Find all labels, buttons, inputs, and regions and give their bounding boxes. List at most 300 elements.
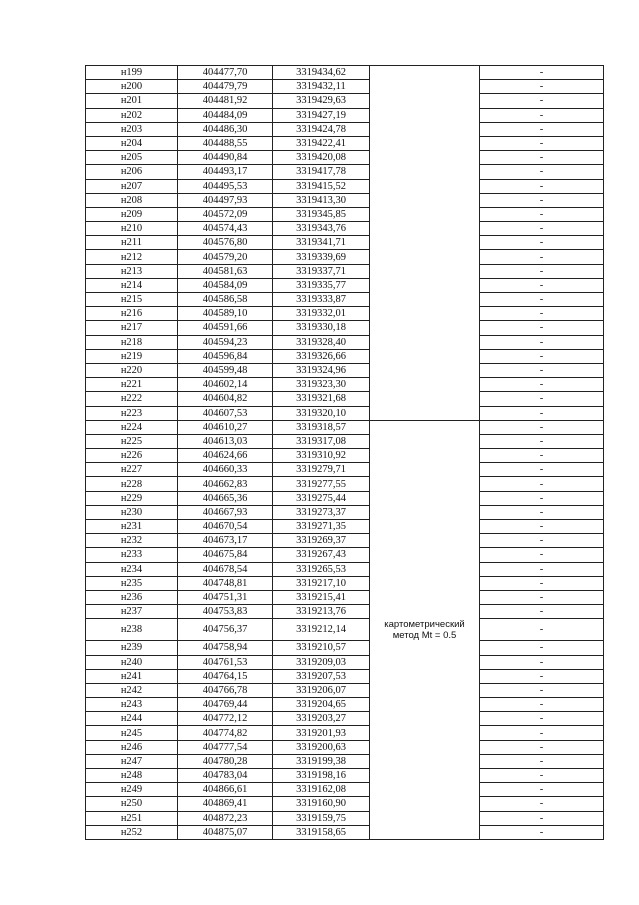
y-coordinate-cell: 3319328,40 [273,335,370,349]
y-coordinate-cell: 3319326,66 [273,349,370,363]
point-id-cell: н243 [86,698,178,712]
method-label-line1: картометрический [384,618,465,630]
dash-cell: - [480,349,604,363]
method-cell [370,477,480,491]
y-coordinate-cell: 3319265,53 [273,562,370,576]
x-coordinate-cell: 404665,36 [178,491,273,505]
dash-cell: - [480,769,604,783]
table-row [86,293,604,307]
point-id-cell: н214 [86,278,178,292]
table-row [86,825,604,839]
dash-cell: - [480,66,604,80]
dash-cell: - [480,641,604,655]
x-coordinate-cell: 404596,84 [178,349,273,363]
y-coordinate-cell: 3319320,10 [273,406,370,420]
x-coordinate-cell: 404591,66 [178,321,273,335]
y-coordinate-cell: 3319318,57 [273,420,370,434]
y-coordinate-cell: 3319341,71 [273,236,370,250]
point-id-cell: н210 [86,222,178,236]
x-coordinate-cell: 404572,09 [178,207,273,221]
dash-cell: - [480,165,604,179]
point-id-cell: н231 [86,520,178,534]
x-coordinate-cell: 404495,53 [178,179,273,193]
point-id-cell: н239 [86,641,178,655]
y-coordinate-cell: 3319415,52 [273,179,370,193]
y-coordinate-cell: 3319420,08 [273,151,370,165]
table-row [86,811,604,825]
table-row [86,321,604,335]
y-coordinate-cell: 3319213,76 [273,605,370,619]
method-cell [370,726,480,740]
x-coordinate-cell: 404751,31 [178,590,273,604]
dash-cell: - [480,434,604,448]
table-row [86,165,604,179]
dash-cell: - [480,179,604,193]
dash-cell: - [480,534,604,548]
point-id-cell: н215 [86,293,178,307]
point-id-cell: н250 [86,797,178,811]
x-coordinate-cell: 404589,10 [178,307,273,321]
x-coordinate-cell: 404579,20 [178,250,273,264]
dash-cell: - [480,740,604,754]
x-coordinate-cell: 404481,92 [178,94,273,108]
x-coordinate-cell: 404581,63 [178,264,273,278]
y-coordinate-cell: 3319160,90 [273,797,370,811]
dash-cell: - [480,406,604,420]
method-cell [370,605,480,619]
x-coordinate-cell: 404584,09 [178,278,273,292]
dash-cell: - [480,520,604,534]
x-coordinate-cell: 404761,53 [178,655,273,669]
table-row [86,683,604,697]
y-coordinate-cell: 3319209,03 [273,655,370,669]
x-coordinate-cell: 404774,82 [178,726,273,740]
point-id-cell: н206 [86,165,178,179]
point-id-cell: н232 [86,534,178,548]
method-cell [370,669,480,683]
x-coordinate-cell: 404484,09 [178,108,273,122]
dash-cell: - [480,449,604,463]
point-id-cell: н216 [86,307,178,321]
x-coordinate-cell: 404673,17 [178,534,273,548]
point-id-cell: н237 [86,605,178,619]
method-cell [370,207,480,221]
point-id-cell: н241 [86,669,178,683]
method-cell [370,264,480,278]
y-coordinate-cell: 3319310,92 [273,449,370,463]
x-coordinate-cell: 404753,83 [178,605,273,619]
method-cell [370,449,480,463]
dash-cell: - [480,378,604,392]
method-cell [370,406,480,420]
y-coordinate-cell: 3319217,10 [273,576,370,590]
table-row [86,222,604,236]
point-id-cell: н218 [86,335,178,349]
method-cell [370,641,480,655]
x-coordinate-cell: 404772,12 [178,712,273,726]
y-coordinate-cell: 3319271,35 [273,520,370,534]
y-coordinate-cell: 3319203,27 [273,712,370,726]
y-coordinate-cell: 3319427,19 [273,108,370,122]
dash-cell: - [480,619,604,641]
x-coordinate-cell: 404875,07 [178,825,273,839]
table-row [86,250,604,264]
dash-cell: - [480,562,604,576]
table-row [86,562,604,576]
point-id-cell: н242 [86,683,178,697]
method-cell [370,222,480,236]
x-coordinate-cell: 404493,17 [178,165,273,179]
point-id-cell: н246 [86,740,178,754]
method-cell [370,307,480,321]
x-coordinate-cell: 404624,66 [178,449,273,463]
point-id-cell: н235 [86,576,178,590]
point-id-cell: н207 [86,179,178,193]
y-coordinate-cell: 3319413,30 [273,193,370,207]
x-coordinate-cell: 404662,83 [178,477,273,491]
dash-cell: - [480,605,604,619]
x-coordinate-cell: 404758,94 [178,641,273,655]
method-cell [370,122,480,136]
x-coordinate-cell: 404599,48 [178,363,273,377]
dash-cell: - [480,797,604,811]
table-row [86,363,604,377]
x-coordinate-cell: 404497,93 [178,193,273,207]
x-coordinate-cell: 404586,58 [178,293,273,307]
dash-cell: - [480,669,604,683]
table-row [86,590,604,604]
table-row [86,179,604,193]
dash-cell: - [480,477,604,491]
table-row [86,641,604,655]
point-id-cell: н234 [86,562,178,576]
y-coordinate-cell: 3319210,57 [273,641,370,655]
dash-cell: - [480,122,604,136]
method-cell [370,108,480,122]
method-cell [370,740,480,754]
x-coordinate-cell: 404675,84 [178,548,273,562]
y-coordinate-cell: 3319335,77 [273,278,370,292]
table-row [86,122,604,136]
y-coordinate-cell: 3319321,68 [273,392,370,406]
y-coordinate-cell: 3319422,41 [273,136,370,150]
x-coordinate-cell: 404766,78 [178,683,273,697]
dash-cell: - [480,576,604,590]
point-id-cell: н201 [86,94,178,108]
y-coordinate-cell: 3319330,18 [273,321,370,335]
table-row [86,520,604,534]
method-cell [370,754,480,768]
method-cell [370,712,480,726]
point-id-cell: н205 [86,151,178,165]
table-row [86,434,604,448]
point-id-cell: н248 [86,769,178,783]
table-row [86,783,604,797]
y-coordinate-cell: 3319269,37 [273,534,370,548]
method-cell [370,590,480,604]
point-id-cell: н209 [86,207,178,221]
table-row [86,797,604,811]
point-id-cell: н204 [86,136,178,150]
point-id-cell: н226 [86,449,178,463]
table-row [86,80,604,94]
point-id-cell: н219 [86,349,178,363]
y-coordinate-cell: 3319198,16 [273,769,370,783]
x-coordinate-cell: 404777,54 [178,740,273,754]
x-coordinate-cell: 404594,23 [178,335,273,349]
table-row [86,278,604,292]
x-coordinate-cell: 404667,93 [178,505,273,519]
y-coordinate-cell: 3319275,44 [273,491,370,505]
dash-cell: - [480,236,604,250]
method-cell [370,698,480,712]
table-row [86,406,604,420]
y-coordinate-cell: 3319337,71 [273,264,370,278]
dash-cell: - [480,811,604,825]
table-row [86,349,604,363]
dash-cell: - [480,698,604,712]
table-row [86,491,604,505]
method-cell [370,80,480,94]
x-coordinate-cell: 404486,30 [178,122,273,136]
x-coordinate-cell: 404613,03 [178,434,273,448]
y-coordinate-cell: 3319317,08 [273,434,370,448]
x-coordinate-cell: 404769,44 [178,698,273,712]
point-id-cell: н212 [86,250,178,264]
dash-cell: - [480,264,604,278]
point-id-cell: н227 [86,463,178,477]
table-row [86,477,604,491]
table-row [86,151,604,165]
method-cell [370,811,480,825]
dash-cell: - [480,80,604,94]
point-id-cell: н224 [86,420,178,434]
method-cell [370,548,480,562]
dash-cell: - [480,222,604,236]
table-row [86,655,604,669]
method-cell [370,349,480,363]
method-cell [370,335,480,349]
table-row [86,449,604,463]
point-id-cell: н236 [86,590,178,604]
y-coordinate-cell: 3319215,41 [273,590,370,604]
y-coordinate-cell: 3319158,65 [273,825,370,839]
method-cell [370,505,480,519]
table-row [86,740,604,754]
y-coordinate-cell: 3319204,65 [273,698,370,712]
method-cell [370,576,480,590]
y-coordinate-cell: 3319434,62 [273,66,370,80]
y-coordinate-cell: 3319200,63 [273,740,370,754]
method-cell [370,520,480,534]
x-coordinate-cell: 404866,61 [178,783,273,797]
table-row [86,207,604,221]
x-coordinate-cell: 404607,53 [178,406,273,420]
table-row [86,193,604,207]
method-cell [370,420,480,434]
table-row [86,548,604,562]
dash-cell: - [480,491,604,505]
table-row [86,335,604,349]
y-coordinate-cell: 3319279,71 [273,463,370,477]
method-cell [370,392,480,406]
table-row [86,136,604,150]
x-coordinate-cell: 404660,33 [178,463,273,477]
point-id-cell: н208 [86,193,178,207]
y-coordinate-cell: 3319324,96 [273,363,370,377]
method-cell [370,250,480,264]
method-cell [370,278,480,292]
y-coordinate-cell: 3319429,63 [273,94,370,108]
method-cell [370,825,480,839]
point-id-cell: н249 [86,783,178,797]
y-coordinate-cell: 3319345,85 [273,207,370,221]
dash-cell: - [480,307,604,321]
x-coordinate-cell: 404576,80 [178,236,273,250]
dash-cell: - [480,548,604,562]
x-coordinate-cell: 404488,55 [178,136,273,150]
x-coordinate-cell: 404756,37 [178,619,273,641]
dash-cell: - [480,420,604,434]
method-cell [370,94,480,108]
method-cell [370,797,480,811]
method-cell [370,293,480,307]
x-coordinate-cell: 404869,41 [178,797,273,811]
method-cell [370,619,480,641]
dash-cell: - [480,363,604,377]
dash-cell: - [480,335,604,349]
x-coordinate-cell: 404678,54 [178,562,273,576]
table-row [86,769,604,783]
dash-cell: - [480,726,604,740]
table-row [86,576,604,590]
method-cell [370,236,480,250]
table-row [86,605,604,619]
y-coordinate-cell: 3319199,38 [273,754,370,768]
table-row [86,66,604,80]
point-id-cell: н229 [86,491,178,505]
point-id-cell: н203 [86,122,178,136]
dash-cell: - [480,94,604,108]
dash-cell: - [480,278,604,292]
point-id-cell: н211 [86,236,178,250]
y-coordinate-cell: 3319207,53 [273,669,370,683]
dash-cell: - [480,151,604,165]
point-id-cell: н244 [86,712,178,726]
point-id-cell: н245 [86,726,178,740]
method-cell [370,378,480,392]
method-cell [370,783,480,797]
method-cell [370,655,480,669]
dash-cell: - [480,825,604,839]
y-coordinate-cell: 3319432,11 [273,80,370,94]
y-coordinate-cell: 3319201,93 [273,726,370,740]
dash-cell: - [480,683,604,697]
method-cell [370,434,480,448]
dash-cell: - [480,250,604,264]
x-coordinate-cell: 404872,23 [178,811,273,825]
coordinates-table-sheet [85,65,604,840]
x-coordinate-cell: 404748,81 [178,576,273,590]
y-coordinate-cell: 3319332,01 [273,307,370,321]
dash-cell: - [480,293,604,307]
y-coordinate-cell: 3319333,87 [273,293,370,307]
dash-cell: - [480,207,604,221]
x-coordinate-cell: 404602,14 [178,378,273,392]
dash-cell: - [480,463,604,477]
y-coordinate-cell: 3319159,75 [273,811,370,825]
dash-cell: - [480,321,604,335]
table-row [86,534,604,548]
table-row [86,698,604,712]
point-id-cell: н225 [86,434,178,448]
y-coordinate-cell: 3319424,78 [273,122,370,136]
dash-cell: - [480,136,604,150]
table-row [86,505,604,519]
point-id-cell: н223 [86,406,178,420]
method-cell [370,534,480,548]
method-cell [370,321,480,335]
table-row [86,420,604,434]
x-coordinate-cell: 404670,54 [178,520,273,534]
point-id-cell: н222 [86,392,178,406]
table-row [86,754,604,768]
y-coordinate-cell: 3319343,76 [273,222,370,236]
dash-cell: - [480,783,604,797]
point-id-cell: н213 [86,264,178,278]
point-id-cell: н247 [86,754,178,768]
method-cell [370,179,480,193]
point-id-cell: н240 [86,655,178,669]
table-row [86,108,604,122]
y-coordinate-cell: 3319212,14 [273,619,370,641]
method-cell [370,151,480,165]
x-coordinate-cell: 404783,04 [178,769,273,783]
method-label-line2: метод Mt = 0.5 [392,629,457,641]
table-row [86,726,604,740]
dash-cell: - [480,655,604,669]
method-cell [370,193,480,207]
method-cell [370,136,480,150]
x-coordinate-cell: 404490,84 [178,151,273,165]
method-cell [370,683,480,697]
dash-cell: - [480,754,604,768]
y-coordinate-cell: 3319323,30 [273,378,370,392]
dash-cell: - [480,505,604,519]
point-id-cell: н217 [86,321,178,335]
table-row [86,94,604,108]
point-id-cell: н200 [86,80,178,94]
x-coordinate-cell: 404780,28 [178,754,273,768]
point-id-cell: н228 [86,477,178,491]
point-id-cell: н238 [86,619,178,641]
table-row [86,264,604,278]
table-row [86,378,604,392]
method-cell [370,66,480,80]
table-row [86,463,604,477]
y-coordinate-cell: 3319417,78 [273,165,370,179]
y-coordinate-cell: 3319339,69 [273,250,370,264]
y-coordinate-cell: 3319162,08 [273,783,370,797]
dash-cell: - [480,392,604,406]
table-row [86,307,604,321]
point-id-cell: н220 [86,363,178,377]
point-id-cell: н252 [86,825,178,839]
table-row [86,712,604,726]
y-coordinate-cell: 3319206,07 [273,683,370,697]
x-coordinate-cell: 404610,27 [178,420,273,434]
dash-cell: - [480,108,604,122]
